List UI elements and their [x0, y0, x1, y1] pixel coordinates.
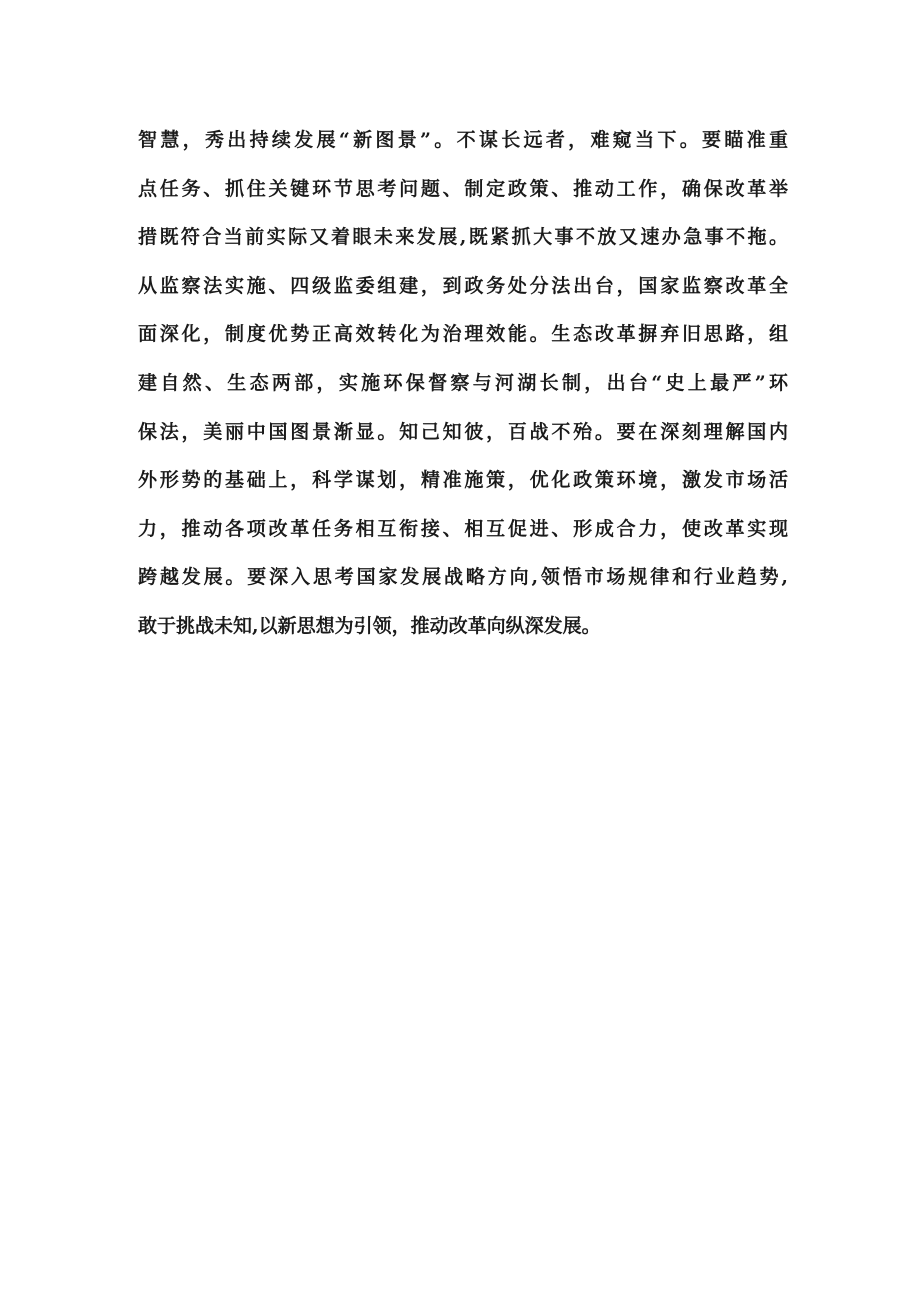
text-line: 从监察法实施、四级监委组建，到政务处分法出台，国家监察改革全: [138, 274, 788, 297]
body-paragraph: [138, 116, 788, 651]
text-line: 跨越发展。要深入思考国家发展战略方向,领悟市场规律和行业趋势,: [138, 566, 788, 589]
text-line: 措既符合当前实际又着眼未来发展,既紧抓大事不放又速办急事不拖。: [138, 226, 788, 249]
text-line: 点任务、抓住关键环节思考问题、制定政策、推动工作，确保改革举: [138, 177, 788, 200]
text-line: 保法，美丽中国图景渐显。知己知彼，百战不殆。要在深刻理解国内: [138, 420, 788, 443]
text-line: 建自然、生态两部，实施环保督察与河湖长制，出台“史上最严”环: [138, 371, 788, 394]
text-line-last: 敢于挑战未知,以新思想为引领，推动改革向纵深发展。: [138, 614, 601, 637]
text-line: 面深化，制度优势正高效转化为治理效能。生态改革摒弃旧思路，组: [138, 323, 788, 346]
text-line: 智慧，秀出持续发展“新图景”。不谋长远者，难窥当下。要瞄准重: [138, 129, 788, 151]
text-line: 力，推动各项改革任务相互衔接、相互促进、形成合力，使改革实现: [138, 517, 788, 540]
text-line: 外形势的基础上，科学谋划，精准施策，优化政策环境，激发市场活: [138, 469, 788, 492]
